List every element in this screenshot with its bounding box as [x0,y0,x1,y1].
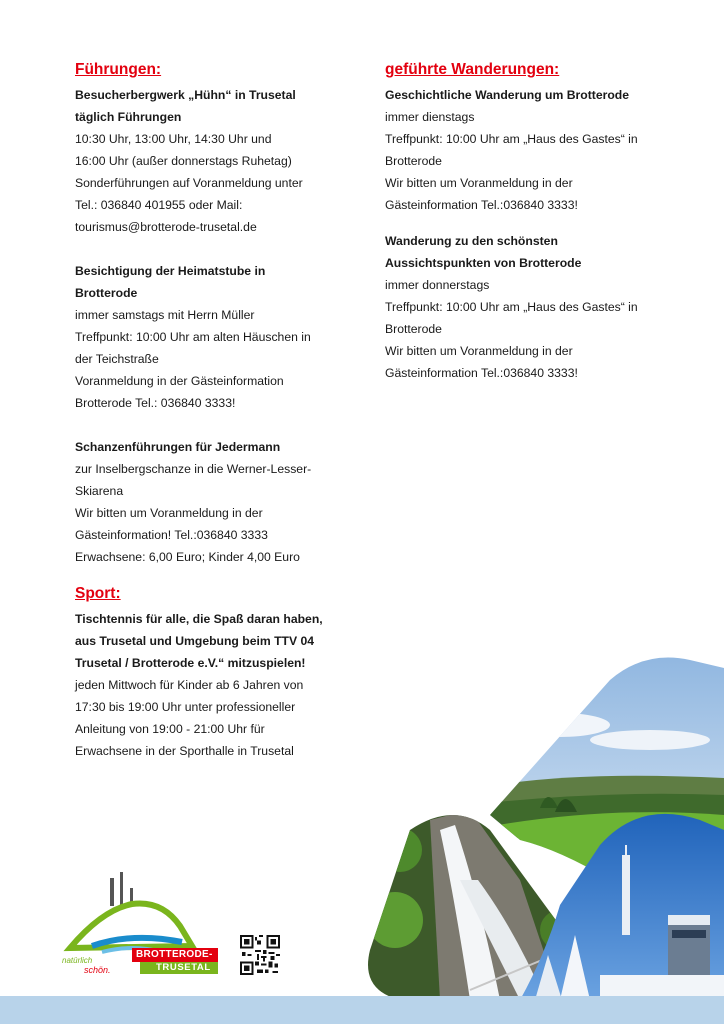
logo-name-line2: TRUSETAL [156,962,211,973]
block-title: aus Trusetal und Umgebung beim TTV 04 [75,634,315,648]
block-line: Gästeinformation! Tel.:036840 3333 [75,528,268,542]
block-title: Geschichtliche Wanderung um Brotterode [385,88,630,102]
block-line: Brotterode [385,154,442,168]
block-line: Sonderführungen auf Voranmeldung unter [75,176,303,190]
block-line: zur Inselbergschanze in die Werner-Lesser- [75,462,312,476]
block-line: Erwachsene: 6,00 Euro; Kinder 4,00 Euro [75,550,300,564]
block-line: Gästeinformation Tel.:036840 3333! [385,198,578,212]
block-line: Tel.: 036840 401955 oder Mail: [75,198,243,212]
logo-name-line1: BROTTERODE- [136,949,213,960]
block-line: der Teichstraße [75,352,159,366]
block-line: Brotterode Tel.: 036840 3333! [75,396,236,410]
heading-wanderungen: geführte Wanderungen: [385,61,560,78]
block-title: Tischtennis für alle, die Spaß daran haben, [75,612,323,626]
block-line: Treffpunkt: 10:00 Uhr am „Haus des Gastes“ in [385,132,638,146]
block-title: täglich Führungen [75,110,182,124]
block-line: Treffpunkt: 10:00 Uhr am alten Häuschen in [75,330,311,344]
brotterode-trusetal-logo [62,870,222,985]
block-line: jeden Mittwoch für Kinder ab 6 Jahren von [75,678,304,692]
heading-sport: Sport: [75,585,121,602]
block-line: immer samstags mit Herrn Müller [75,308,255,322]
block-line: Wir bitten um Voranmeldung in der [385,176,573,190]
logo-slogan-line2: schön. [84,965,111,975]
block-line: immer dienstags [385,110,475,124]
block-line: Skiarena [75,484,124,498]
block-title: Besichtigung der Heimatstube in [75,264,266,278]
block-line: immer donnerstags [385,278,490,292]
block-line: Voranmeldung in der Gästeinformation [75,374,284,388]
block-line: Wir bitten um Voranmeldung in der [75,506,263,520]
block-line: 10:30 Uhr, 13:00 Uhr, 14:30 Uhr und [75,132,272,146]
block-title: Brotterode [75,286,138,300]
block-line: Gästeinformation Tel.:036840 3333! [385,366,578,380]
block-line: Anleitung von 19:00 - 21:00 Uhr für [75,722,265,736]
block-line: Erwachsene in der Sporthalle in Trusetal [75,744,294,758]
block-title: Schanzenführungen für Jedermann [75,440,281,454]
block-title: Trusetal / Brotterode e.V.“ mitzuspielen! [75,656,306,670]
block-line: Brotterode [385,322,442,336]
qr-code-icon[interactable] [240,935,280,975]
email-link[interactable]: tourismus@brotterode-trusetal.de [75,220,257,234]
block-title: Besucherbergwerk „Hühn“ in Trusetal [75,88,296,102]
block-title: Aussichtspunkten von Brotterode [385,256,582,270]
block-line: 17:30 bis 19:00 Uhr unter professioneller [75,700,296,714]
logo-slogan-line1: natürlich [62,956,93,965]
block-line: Treffpunkt: 10:00 Uhr am „Haus des Gastes“ in [385,300,638,314]
block-line: 16:00 Uhr (außer donnerstags Ruhetag) [75,154,292,168]
block-line: Wir bitten um Voranmeldung in der [385,344,573,358]
block-title: Wanderung zu den schönsten [385,234,558,248]
heading-fuehrungen: Führungen: [75,61,162,78]
